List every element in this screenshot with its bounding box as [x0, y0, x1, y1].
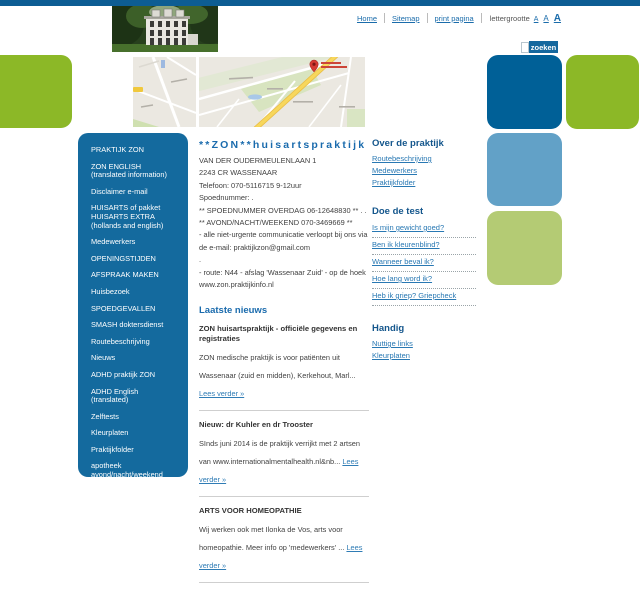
aside-heading: Handig	[372, 323, 405, 334]
decorative-block-green-left	[0, 55, 72, 128]
aside-link-nuttige-links[interactable]: Nuttige links	[372, 339, 413, 348]
aside-link-praktijkfolder[interactable]: Praktijkfolder	[372, 178, 416, 187]
aside-link-kleurplaten[interactable]: Kleurplaten	[372, 351, 410, 360]
spacer-dot-line: .	[199, 255, 202, 265]
decorative-block-blue	[487, 55, 562, 129]
map-road-badge-n44	[133, 87, 143, 92]
search-button[interactable]: zoeken	[530, 42, 557, 52]
nav-sitemap[interactable]: Sitemap	[392, 13, 420, 23]
sidebar-item-praktijk-zon[interactable]: PRAKTIJK ZON	[91, 145, 144, 154]
sidebar-item-apotheek[interactable]: apotheek avond/nacht/weekend	[91, 461, 163, 480]
emergency-day-line: ** SPOEDNUMMER OVERDAG 06-12648830 ** . .	[199, 205, 367, 215]
address-line: VAN DER OUDERMEULENLAAN 1	[199, 156, 317, 165]
sidebar-item-nieuws[interactable]: Nieuws	[91, 353, 116, 363]
email-note-line: - alle niet-urgente communicatie verloopt bij ons via	[199, 230, 368, 240]
nav-print-page[interactable]: print pagina	[434, 13, 474, 23]
sidebar-item-huisarts-pakket[interactable]: HUISARTS of pakket HUISARTS EXTRA (hollands and english)	[91, 203, 164, 230]
sidebar-item-openingstijden[interactable]: OPENINGSTIJDEN	[91, 253, 156, 263]
aside-links-column	[372, 138, 476, 379]
sidebar-item-routebeschrijving[interactable]: Routebeschrijving	[91, 336, 150, 346]
news-section-heading: Laatste nieuws	[199, 305, 268, 317]
aside-link-medewerkers[interactable]: Medewerkers	[372, 166, 418, 175]
sidebar-item-praktijkfolder[interactable]: Praktijkfolder	[91, 444, 134, 454]
practice-building-photo	[112, 6, 218, 52]
sidebar-item-afspraak-maken[interactable]: AFSPRAAK MAKEN	[91, 270, 159, 280]
sidebar-item-zelftests[interactable]: Zelftests	[91, 411, 119, 421]
news-item-title[interactable]: ARTS VOOR HOMEOPATHIE	[199, 506, 302, 516]
news-item-body: Wij werken ook met Ilonka de Vos, arts voor homeopathie. Meer info op 'medewerkers' ...	[199, 525, 347, 553]
aside-heading: Doe de test	[372, 206, 424, 217]
font-size-medium-button[interactable]: A	[543, 13, 549, 23]
sidebar-menu	[78, 133, 188, 505]
aside-section-handig	[372, 323, 476, 362]
website-line: www.zon.praktijkinfo.nl	[199, 280, 274, 290]
sidebar-item-kleurplaten[interactable]: Kleurplaten	[91, 428, 129, 438]
sidebar-item-adhd-praktijk-zon[interactable]: ADHD praktijk ZON	[91, 369, 156, 379]
test-link-kleurenblind[interactable]: Ben ik kleurenblind?	[372, 240, 440, 249]
sidebar-item-klachtenopvang[interactable]: Klachtenopvang en kwaliteitsbewaking	[91, 486, 155, 505]
font-size-control	[482, 13, 562, 24]
news-item	[199, 420, 369, 497]
map-image-right	[199, 57, 365, 127]
sidebar-item-smash-doktersdienst[interactable]: SMASH doktersdienst	[91, 320, 164, 330]
font-size-small-button[interactable]: A	[533, 15, 539, 23]
search-input[interactable]	[521, 42, 529, 53]
decorative-block-light-blue	[487, 133, 562, 206]
route-line: - route: N44 - afslag 'Wassenaar Zuid' - op de hoek	[199, 267, 366, 277]
main-content	[199, 139, 369, 592]
read-more-link[interactable]: Lees verder »	[199, 457, 359, 485]
sidebar-item-disclaimer-email[interactable]: Disclaimer e-mail	[91, 186, 148, 196]
news-item-title[interactable]: ZON huisartspraktijk - officiële gegevens en registraties	[199, 324, 358, 344]
aside-heading: Over de praktijk	[372, 138, 444, 149]
decorative-block-light-green	[487, 211, 562, 285]
sidebar-item-medewerkers[interactable]: Medewerkers	[91, 237, 136, 247]
address-line: 2243 CR WASSENAAR	[199, 168, 278, 178]
news-item	[199, 506, 369, 583]
news-item-title[interactable]: Nieuw: dr Kuhler en dr Trooster	[199, 420, 313, 430]
phone-line: Telefoon: 070-5116715 9-12uur	[199, 180, 302, 190]
test-link-bevallen[interactable]: Wanneer beval ik?	[372, 257, 434, 266]
font-size-label: lettergrootte	[489, 13, 530, 23]
sidebar-item-spoedgevallen[interactable]: SPOEDGEVALLEN	[91, 303, 156, 313]
aside-link-routebeschrijving[interactable]: Routebeschrijving	[372, 154, 432, 163]
emergency-night-line: ** AVOND/NACHT/WEEKEND 070-3469669 **	[199, 218, 353, 228]
sidebar-item-zon-english[interactable]: ZON ENGLISH (translated information)	[91, 161, 167, 180]
sidebar-item-adhd-english[interactable]: ADHD English (translated)	[91, 386, 139, 405]
top-bar	[0, 0, 640, 6]
emergency-label-line: Spoednummer: .	[199, 193, 254, 203]
test-link-gewicht[interactable]: Is mijn gewicht goed?	[372, 223, 445, 232]
news-item	[199, 324, 369, 411]
aside-section-doe-de-test	[372, 206, 476, 306]
email-address-line: de e-mail: praktijkzon@gmail.com	[199, 242, 311, 252]
test-link-griep[interactable]: Heb ik griep? Griepcheck	[372, 291, 457, 300]
building-photo-art	[112, 6, 218, 52]
decorative-block-green-right	[566, 55, 639, 129]
map-image-left	[133, 57, 196, 127]
map-lake	[248, 94, 262, 99]
sidebar-item-huisbezoek[interactable]: Huisbezoek	[91, 286, 130, 296]
nav-home[interactable]: Home	[356, 13, 377, 23]
aside-section-over-de-praktijk	[372, 138, 476, 189]
map-blue-label	[161, 60, 165, 68]
news-item-body: ZON medische praktijk is voor patiënten uit Wassenaar (zuid en midden), Kerkehout, Marl...	[199, 353, 356, 381]
test-link-lengte[interactable]: Hoe lang word ik?	[372, 274, 433, 283]
read-more-link[interactable]: Lees verder »	[199, 543, 363, 571]
news-item-body: SInds juni 2014 is de praktijk verrijkt met 2 artsen van www.internationalmentalhealth.nl&nb...	[199, 439, 361, 467]
top-navigation	[350, 12, 562, 24]
read-more-link[interactable]: Lees verder »	[199, 389, 245, 399]
page-title: **ZON**huisartspraktijk	[199, 139, 367, 151]
font-size-large-button[interactable]: A	[553, 12, 561, 24]
